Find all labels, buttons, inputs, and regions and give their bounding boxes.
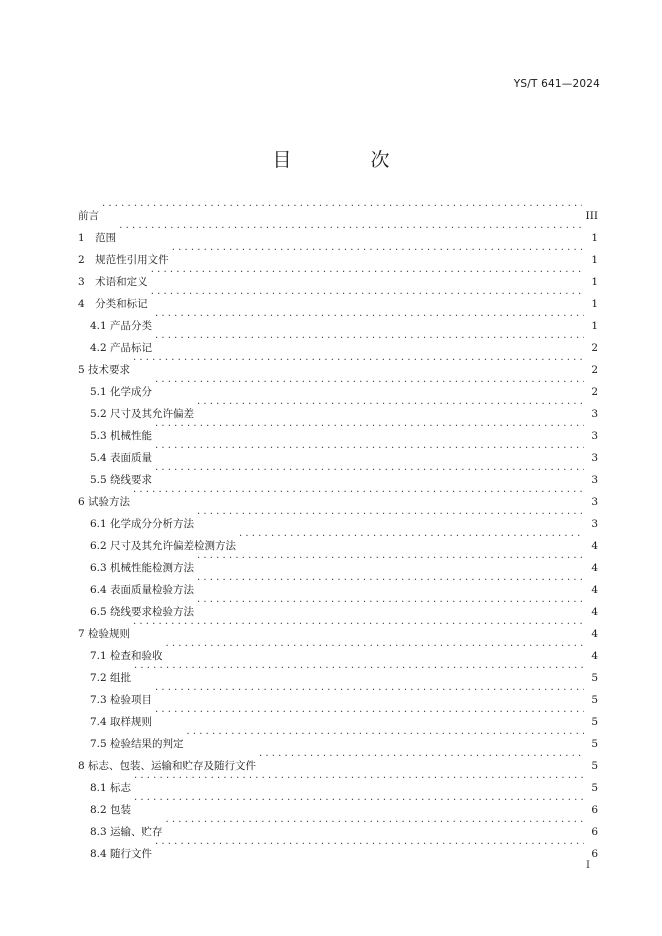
toc-leader-dots xyxy=(197,571,584,593)
toc-leader-dots xyxy=(151,285,584,307)
toc-entry-label: 4.1 产品分类 xyxy=(90,320,153,332)
toc-leader-dots xyxy=(155,681,584,703)
toc-entry[interactable] xyxy=(78,395,598,420)
toc-entry-label: 7 检验规则 xyxy=(78,628,131,640)
page-number: I xyxy=(586,860,590,871)
toc-entry[interactable] xyxy=(78,637,598,662)
toc-leader-dots xyxy=(155,835,584,857)
toc-entry-page: 4 xyxy=(591,584,598,596)
toc-leader-dots xyxy=(187,725,584,747)
toc-leader-dots xyxy=(134,791,584,813)
toc-entry[interactable] xyxy=(78,659,598,684)
toc-leader-dots xyxy=(155,461,584,483)
toc-leader-dots xyxy=(134,659,584,681)
toc-entry-page: 5 xyxy=(591,694,598,706)
toc-leader-dots xyxy=(155,439,584,461)
toc-entry-page: 5 xyxy=(591,760,598,772)
toc-entry[interactable] xyxy=(78,351,598,376)
toc-leader-dots xyxy=(155,307,584,329)
toc-entry-label: 1 范围 xyxy=(78,232,117,244)
toc-entry-label: 7.2 组批 xyxy=(90,672,132,684)
toc-leader-dots xyxy=(133,351,584,373)
toc-entry-page: 4 xyxy=(591,562,598,574)
toc-entry-label: 5 技术要求 xyxy=(78,364,131,376)
toc-entry-label: 6.1 化学成分分析方法 xyxy=(90,518,195,530)
toc-entry-page: 5 xyxy=(591,672,598,684)
toc-entry[interactable] xyxy=(78,461,598,486)
toc-entry-label: 8 标志、包装、运输和贮存及随行文件 xyxy=(78,760,257,772)
toc-leader-dots xyxy=(259,747,584,769)
toc-entry-label: 8.4 随行文件 xyxy=(90,848,153,860)
toc-leader-dots xyxy=(133,615,584,637)
toc-entry-label: 3 术语和定义 xyxy=(78,276,148,288)
toc-entry-label: 6 试验方法 xyxy=(78,496,131,508)
toc-entry-page: 4 xyxy=(591,606,598,618)
page-title: 目 次 xyxy=(272,149,420,171)
toc-entry-page: 1 xyxy=(591,232,598,244)
toc-entry-label: 8.2 包装 xyxy=(90,804,132,816)
toc-entry-page: 3 xyxy=(591,430,598,442)
toc-entry[interactable] xyxy=(78,725,598,750)
toc-leader-dots xyxy=(197,593,584,615)
toc-entry-label: 4.2 产品标记 xyxy=(90,342,153,354)
toc-leader-dots xyxy=(155,373,584,395)
toc-leader-dots xyxy=(197,549,584,571)
toc-leader-dots xyxy=(119,219,584,241)
toc-entry[interactable] xyxy=(78,373,598,398)
toc-entry-label: 5.2 尺寸及其允许偏差 xyxy=(90,408,195,420)
toc-entry-label: 5.3 机械性能 xyxy=(90,430,153,442)
toc-entry-label: 5.1 化学成分 xyxy=(90,386,153,398)
toc-entry[interactable] xyxy=(78,241,598,266)
toc-entry-page: 1 xyxy=(591,320,598,332)
toc-leader-dots xyxy=(155,329,584,351)
toc-entry-page: 4 xyxy=(591,628,598,640)
toc-entry-page: 1 xyxy=(591,276,598,288)
toc-entry-label: 4 分类和标记 xyxy=(78,298,148,310)
toc-entry[interactable] xyxy=(78,791,598,816)
toc-entry[interactable] xyxy=(78,769,598,794)
toc-entry-label: 7.3 检验项目 xyxy=(90,694,153,706)
toc-entry-label: 8.3 运输、贮存 xyxy=(90,826,163,838)
toc-entry-page: 3 xyxy=(591,452,598,464)
toc-entry-label: 2 规范性引用文件 xyxy=(78,254,169,266)
toc-entry[interactable] xyxy=(78,197,598,222)
toc-entry[interactable] xyxy=(78,483,598,508)
toc-entry-page: 2 xyxy=(591,364,598,376)
toc-leader-dots xyxy=(197,505,584,527)
toc-entry-label: 6.5 绕线要求检验方法 xyxy=(90,606,195,618)
toc-leader-dots xyxy=(172,241,584,263)
toc-entry[interactable] xyxy=(78,681,598,706)
document-code: YS/T 641—2024 xyxy=(513,78,600,90)
toc-entry-page: 3 xyxy=(591,518,598,530)
toc-entry[interactable] xyxy=(78,813,598,838)
toc-entry[interactable] xyxy=(78,263,598,288)
toc-entry-label: 6.3 机械性能检测方法 xyxy=(90,562,195,574)
toc-entry-label: 5.4 表面质量 xyxy=(90,452,153,464)
toc-leader-dots xyxy=(239,527,584,549)
toc-entry-page: 5 xyxy=(591,782,598,794)
toc-entry[interactable] xyxy=(78,439,598,464)
toc-leader-dots xyxy=(133,483,584,505)
toc-leader-dots xyxy=(155,703,584,725)
toc-entry-page: 3 xyxy=(591,496,598,508)
toc-entry-label: 7.4 取样规则 xyxy=(90,716,153,728)
toc-entry-label: 7.5 检验结果的判定 xyxy=(90,738,184,750)
toc-leader-dots xyxy=(155,417,584,439)
toc-entry-label: 7.1 检查和验收 xyxy=(90,650,163,662)
toc-leader-dots xyxy=(134,769,584,791)
toc-entry-label: 6.2 尺寸及其允许偏差检测方法 xyxy=(90,540,237,552)
toc-entry-page: 6 xyxy=(591,804,598,816)
toc-entry[interactable] xyxy=(78,219,598,244)
toc-leader-dots xyxy=(151,263,584,285)
toc-entry-page: 4 xyxy=(591,540,598,552)
toc-leader-dots xyxy=(166,637,584,659)
toc-entry-page: III xyxy=(585,210,598,222)
toc-entry[interactable] xyxy=(78,417,598,442)
toc-entry-page: 5 xyxy=(591,716,598,728)
toc-entry[interactable] xyxy=(78,505,598,530)
table-of-contents xyxy=(78,197,598,860)
toc-entry-label: 前言 xyxy=(78,210,99,222)
toc-entry[interactable] xyxy=(78,307,598,332)
toc-entry-label: 6.4 表面质量检验方法 xyxy=(90,584,195,596)
toc-entry-label: 8.1 标志 xyxy=(90,782,132,794)
toc-entry-page: 6 xyxy=(591,826,598,838)
toc-entry-page: 6 xyxy=(591,848,598,860)
toc-entry[interactable] xyxy=(78,835,598,860)
toc-entry-page: 1 xyxy=(591,254,598,266)
toc-entry[interactable] xyxy=(78,615,598,640)
toc-leader-dots xyxy=(197,395,584,417)
toc-entry[interactable] xyxy=(78,703,598,728)
toc-entry-page: 4 xyxy=(591,650,598,662)
toc-entry-page: 1 xyxy=(591,298,598,310)
toc-leader-dots xyxy=(166,813,584,835)
toc-entry-page: 5 xyxy=(591,738,598,750)
toc-entry-page: 2 xyxy=(591,342,598,354)
toc-entry[interactable] xyxy=(78,285,598,310)
toc-leader-dots xyxy=(102,197,582,219)
toc-entry[interactable] xyxy=(78,329,598,354)
toc-entry-label: 5.5 绕线要求 xyxy=(90,474,153,486)
toc-entry-page: 3 xyxy=(591,408,598,420)
toc-entry-page: 2 xyxy=(591,386,598,398)
toc-entry-page: 3 xyxy=(591,474,598,486)
